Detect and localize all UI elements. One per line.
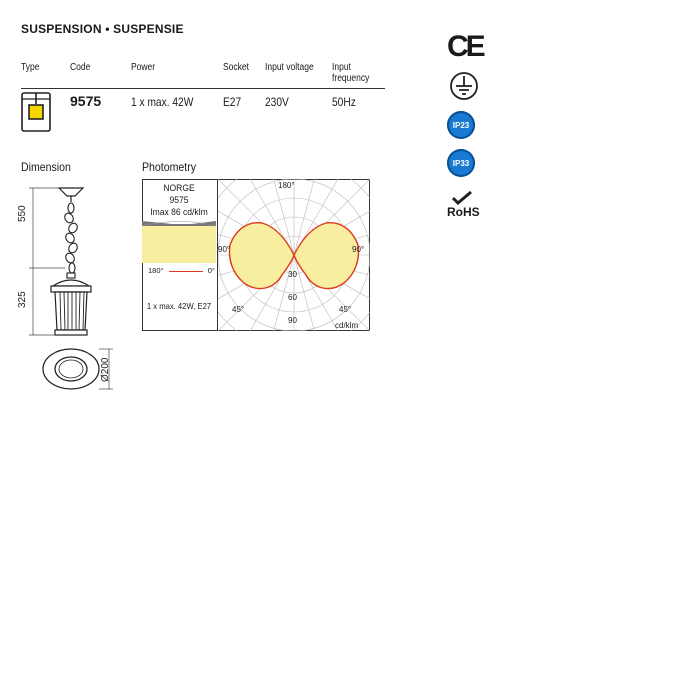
polar-label-right: 90° <box>352 245 365 254</box>
photometry-heading: Photometry <box>142 160 196 174</box>
rohs-label: RoHS <box>447 205 480 219</box>
dimension-height-body: 325 <box>17 291 28 308</box>
dimension-heading: Dimension <box>21 160 71 174</box>
dimension-drawing <box>15 180 135 395</box>
suspension-lamp-icon <box>21 92 51 132</box>
ip23-icon: IP23 <box>447 111 475 139</box>
header-voltage: Input voltage <box>265 62 314 73</box>
legend-left-label: 180° <box>148 266 164 275</box>
legend-line <box>169 271 203 272</box>
dimension-diameter: Ø200 <box>100 357 111 382</box>
page-title: SUSPENSION • SUSPENSIE <box>21 22 184 36</box>
rohs-check-icon <box>452 191 472 205</box>
header-frequency-line1: Input <box>332 62 351 73</box>
header-type: Type <box>21 62 40 73</box>
legend-right-label: 0° <box>207 266 215 275</box>
polar-label-left: 90° <box>218 245 231 254</box>
header-frequency-line2: frequency <box>332 73 370 84</box>
dimension-height-top: 550 <box>17 205 28 222</box>
polar-unit: cd/klm <box>335 321 359 330</box>
product-code: 9575 <box>70 93 102 109</box>
photometry-info-panel <box>142 179 218 331</box>
photometry-name: NORGE <box>163 183 195 194</box>
photometry-spec: 1 x max. 42W, E27 <box>146 301 212 311</box>
ip33-icon: IP33 <box>447 149 475 177</box>
protective-earth-icon <box>449 71 479 101</box>
socket-value: E27 <box>223 95 242 109</box>
photometry-code: 9575 <box>169 195 189 206</box>
polar-diagram <box>218 179 370 331</box>
polar-ring-30: 30 <box>288 270 297 279</box>
photometry-thumbnail <box>142 219 216 263</box>
polar-ring-90: 90 <box>288 316 297 325</box>
polar-label-bottom-right: 45° <box>339 305 352 314</box>
power-value: 1 x max. 42W <box>131 95 194 109</box>
voltage-value: 230V <box>265 95 289 109</box>
photometry-legend <box>148 266 215 275</box>
header-frequency <box>332 62 369 84</box>
polar-ring-60: 60 <box>288 293 297 302</box>
ce-mark-icon: CE <box>447 30 483 63</box>
photometry-imax: Imax 86 cd/klm <box>150 207 208 218</box>
frequency-value: 50Hz <box>332 95 356 109</box>
header-code: Code <box>70 62 91 73</box>
header-power: Power <box>131 62 156 73</box>
header-socket: Socket <box>223 62 249 73</box>
polar-label-top: 180° <box>278 181 295 190</box>
polar-label-bottom-left: 45° <box>232 305 245 314</box>
table-divider <box>21 88 385 89</box>
